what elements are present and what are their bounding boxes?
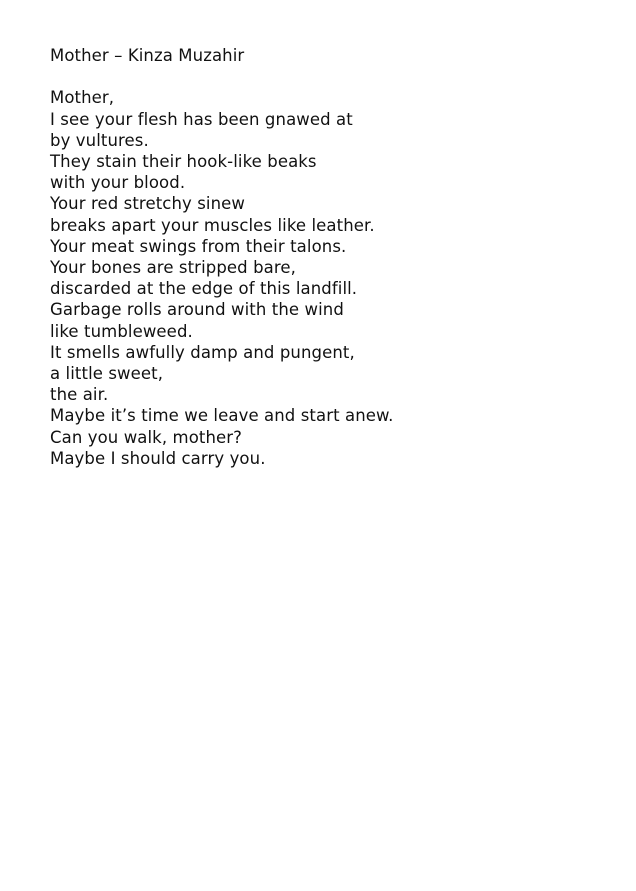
poem-line: a little sweet, bbox=[50, 364, 164, 384]
poem-line: like tumbleweed. bbox=[50, 321, 193, 341]
poem-container bbox=[50, 45, 610, 469]
poem-title: Mother – Kinza Muzahir bbox=[50, 46, 245, 65]
poem-body bbox=[50, 87, 610, 469]
poem-line: Mother, bbox=[50, 88, 115, 108]
poem-line: Garbage rolls around with the wind bbox=[50, 300, 344, 320]
poem-line: discarded at the edge of this landfill. bbox=[50, 279, 358, 299]
poem-line: I see your flesh has been gnawed at bbox=[50, 109, 353, 129]
poem-line: Your meat swings from their talons. bbox=[50, 236, 347, 256]
poem-line: with your blood. bbox=[50, 173, 186, 193]
poem-line: Maybe I should carry you. bbox=[50, 448, 266, 468]
poem-line: It smells awfully damp and pungent, bbox=[50, 342, 355, 362]
poem-line: breaks apart your muscles like leather. bbox=[50, 215, 375, 235]
poem-line: Your red stretchy sinew bbox=[50, 194, 245, 214]
poem-line: They stain their hook-like beaks bbox=[50, 152, 317, 171]
poem-line: the air. bbox=[50, 385, 109, 405]
poem-line: Can you walk, mother? bbox=[50, 427, 243, 447]
poem-line: Maybe it’s time we leave and start anew. bbox=[50, 406, 394, 426]
poem-line: by vultures. bbox=[50, 130, 149, 150]
poem-line: Your bones are stripped bare, bbox=[50, 258, 296, 278]
